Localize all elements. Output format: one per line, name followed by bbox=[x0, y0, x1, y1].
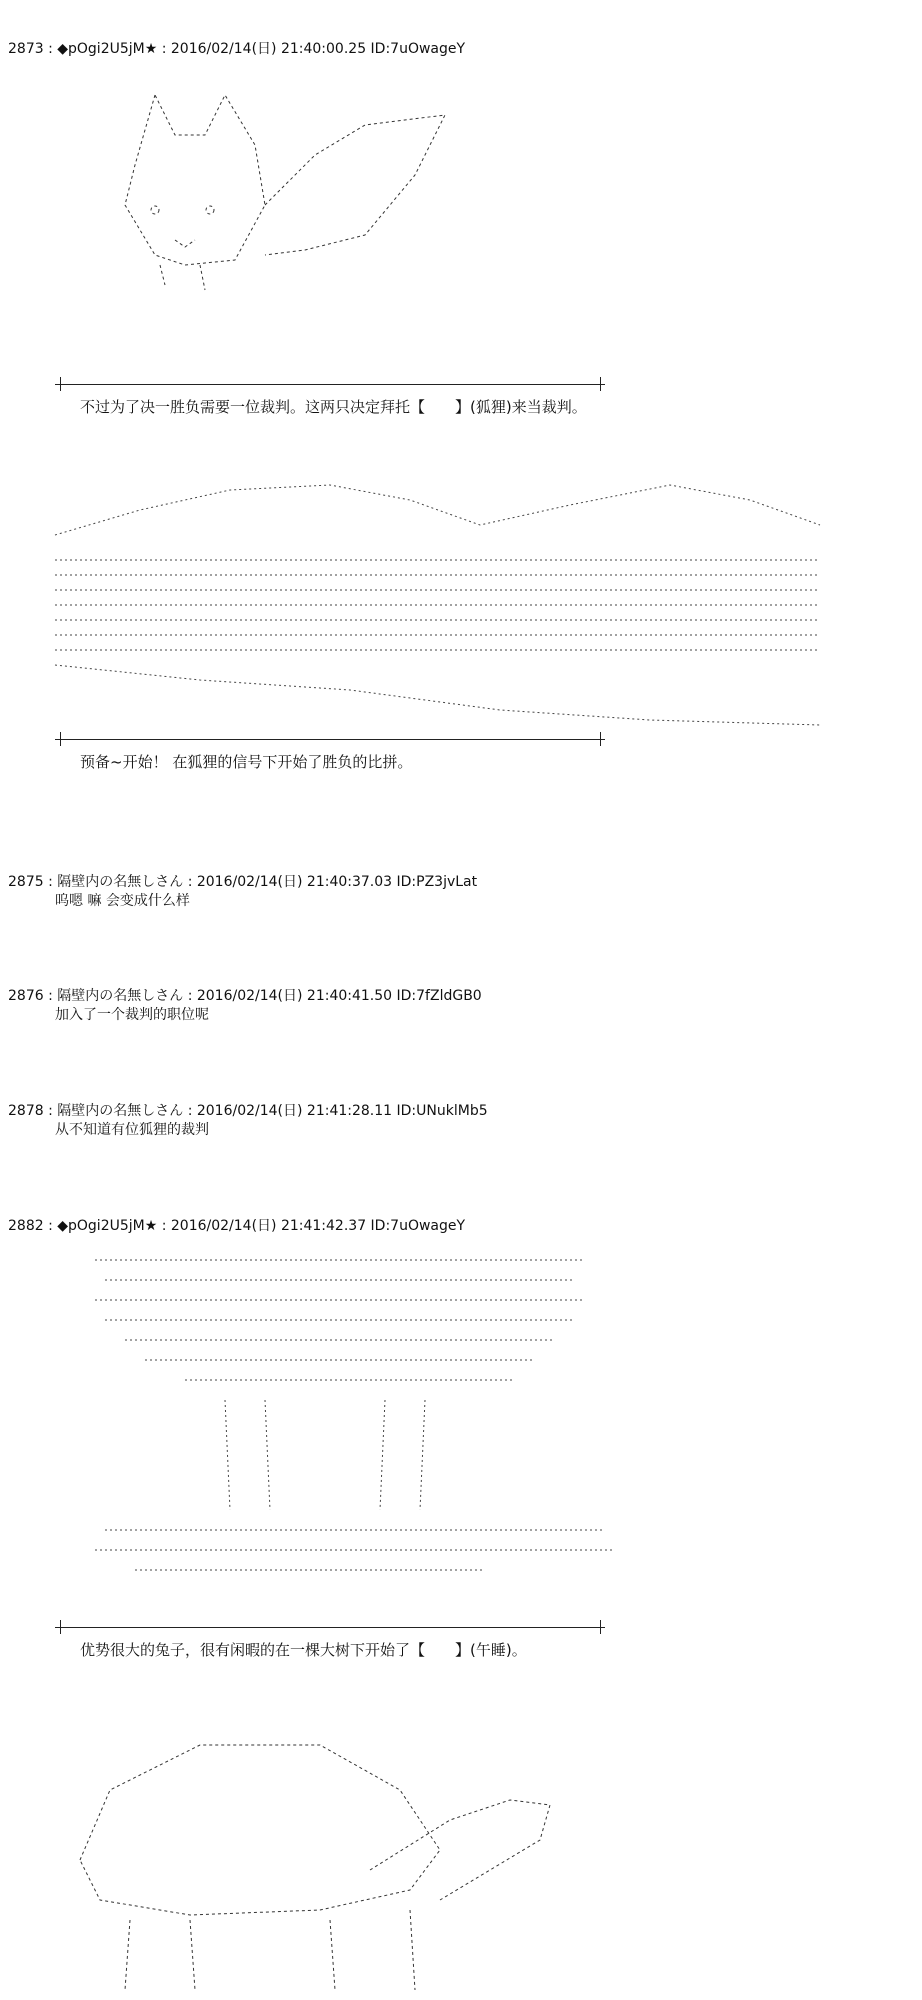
tree-ascii-art bbox=[85, 1250, 625, 1610]
post-body: 从不知道有位狐狸的裁判 bbox=[55, 1122, 209, 1138]
turtle-ascii-art bbox=[70, 1730, 590, 2000]
post-header: 2878 : 隔壁内の名無しさん : 2016/02/14(日) 21:41:28.11 ID:UNuklMb5 bbox=[8, 1103, 488, 1119]
divider-line bbox=[55, 384, 605, 385]
divider-tick bbox=[600, 1620, 601, 1634]
caption: 预备~开始！ 在狐狸的信号下开始了胜负的比拼。 bbox=[80, 753, 413, 771]
post-header: 2876 : 隔壁内の名無しさん : 2016/02/14(日) 21:40:41.50 ID:7fZldGB0 bbox=[8, 988, 482, 1004]
caption: 优势很大的兔子，很有闲暇的在一棵大树下开始了【 】(午睡)。 bbox=[80, 1641, 527, 1659]
fox-ascii-art bbox=[115, 85, 485, 305]
landscape-ascii-art bbox=[50, 465, 830, 735]
divider-tick bbox=[60, 1620, 61, 1634]
post-header: 2873 : ◆pOgi2U5jM★ : 2016/02/14(日) 21:40:00.25 ID:7uOwageY bbox=[8, 41, 466, 57]
post-body: 呜嗯 嘛 会变成什么样 bbox=[55, 893, 190, 909]
caption: 不过为了决一胜负需要一位裁判。这两只决定拜托【 】(狐狸)来当裁判。 bbox=[80, 398, 587, 416]
divider-tick bbox=[60, 377, 61, 391]
divider-tick bbox=[600, 732, 601, 746]
divider-tick bbox=[600, 377, 601, 391]
post-header: 2875 : 隔壁内の名無しさん : 2016/02/14(日) 21:40:37.03 ID:PZ3jvLat bbox=[8, 874, 478, 890]
divider-tick bbox=[60, 732, 61, 746]
post-body: 加入了一个裁判的职位呢 bbox=[55, 1007, 209, 1023]
divider-line bbox=[55, 1627, 605, 1628]
divider-line bbox=[55, 739, 605, 740]
post-header: 2882 : ◆pOgi2U5jM★ : 2016/02/14(日) 21:41:42.37 ID:7uOwageY bbox=[8, 1218, 466, 1234]
